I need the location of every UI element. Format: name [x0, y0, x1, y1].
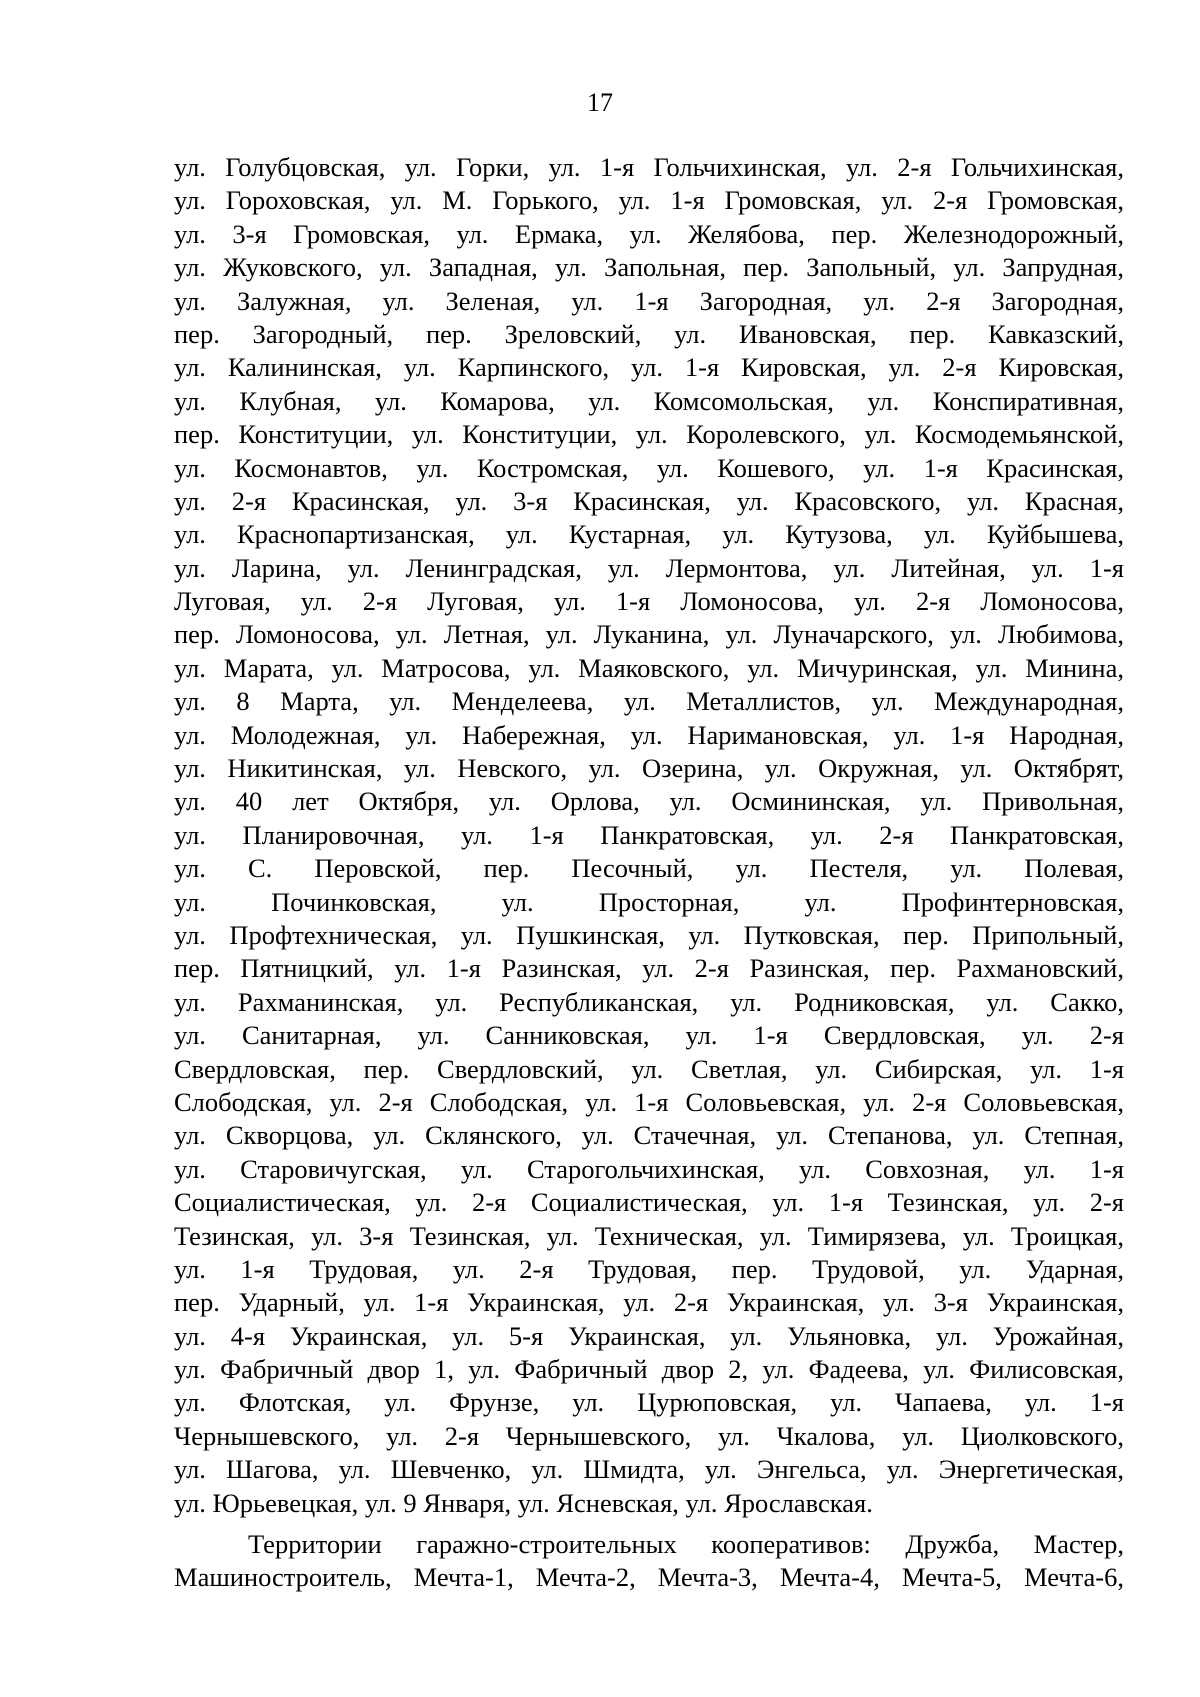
text-line: ул. Краснопартизанская, ул. Кустарная, ул. Кутузова, ул. Куйбышева, — [174, 519, 1124, 550]
text-line: ул. Жуковского, ул. Западная, ул. Запольная, пер. Запольный, ул. Запрудная, — [174, 252, 1124, 283]
text-line: пер. Пятницкий, ул. 1-я Разинская, ул. 2-я Разинская, пер. Рахмановский, — [174, 953, 1124, 984]
text-line: Луговая, ул. 2-я Луговая, ул. 1-я Ломоносова, ул. 2-я Ломоносова, — [174, 586, 1124, 617]
text-line: ул. 40 лет Октября, ул. Орлова, ул. Осмининская, ул. Привольная, — [174, 786, 1124, 817]
text-line: Слободская, ул. 2-я Слободская, ул. 1-я Соловьевская, ул. 2-я Соловьевская, — [174, 1086, 1124, 1117]
text-line: пер. Ударный, ул. 1-я Украинская, ул. 2-я Украинская, ул. 3-я Украинская, — [174, 1287, 1124, 1318]
text-line: ул. Починковская, ул. Просторная, ул. Профинтерновская, — [174, 886, 1124, 917]
text-line: ул. Ларина, ул. Ленинградская, ул. Лермонтова, ул. Литейная, ул. 1-я — [174, 552, 1124, 583]
text-line: Тезинская, ул. 3-я Тезинская, ул. Техническая, ул. Тимирязева, ул. Троицкая, — [174, 1220, 1124, 1251]
text-line: ул. Фабричный двор 1, ул. Фабричный двор 2, ул. Фадеева, ул. Филисовская, — [174, 1354, 1124, 1385]
document-body — [174, 151, 1124, 1595]
text-line: ул. Рахманинская, ул. Республиканская, ул. Родниковская, ул. Сакко, — [174, 986, 1124, 1017]
text-line: ул. Гороховская, ул. М. Горького, ул. 1-я Громовская, ул. 2-я Громовская, — [174, 185, 1124, 216]
text-line: ул. Молодежная, ул. Набережная, ул. Наримановская, ул. 1-я Народная, — [174, 719, 1124, 750]
text-line: пер. Конституции, ул. Конституции, ул. Королевского, ул. Космодемьянской, — [174, 419, 1124, 450]
text-line: Машиностроитель, Мечта-1, Мечта-2, Мечта-3, Мечта-4, Мечта-5, Мечта-6, — [174, 1562, 1124, 1593]
text-line: ул. 2-я Красинская, ул. 3-я Красинская, ул. Красовского, ул. Красная, — [174, 485, 1124, 516]
text-line: ул. Скворцова, ул. Склянского, ул. Стачечная, ул. Степанова, ул. Степная, — [174, 1120, 1124, 1151]
text-line: ул. Юрьевецкая, ул. 9 Января, ул. Ясневская, ул. Ярославская. — [174, 1487, 873, 1518]
text-line: ул. Калининская, ул. Карпинского, ул. 1-я Кировская, ул. 2-я Кировская, — [174, 352, 1124, 383]
paragraph-first-line: Территории гаражно-строительных кооперативов: Дружба, Мастер, — [248, 1529, 1124, 1560]
text-line: ул. 8 Марта, ул. Менделеева, ул. Металлистов, ул. Международная, — [174, 686, 1124, 717]
text-line: пер. Загородный, пер. Зреловский, ул. Ивановская, пер. Кавказский, — [174, 318, 1124, 349]
text-line: пер. Ломоносова, ул. Летная, ул. Луканина, ул. Луначарского, ул. Любимова, — [174, 619, 1124, 650]
text-line: ул. 4-я Украинская, ул. 5-я Украинская, ул. Ульяновка, ул. Урожайная, — [174, 1320, 1124, 1351]
text-line: ул. Марата, ул. Матросова, ул. Маяковского, ул. Мичуринская, ул. Минина, — [174, 652, 1124, 683]
text-line: ул. С. Перовской, пер. Песочный, ул. Пестеля, ул. Полевая, — [174, 853, 1124, 884]
text-line: ул. Санитарная, ул. Санниковская, ул. 1-я Свердловская, ул. 2-я — [174, 1020, 1124, 1051]
text-line: Свердловская, пер. Свердловский, ул. Светлая, ул. Сибирская, ул. 1-я — [174, 1053, 1124, 1084]
text-line: ул. 3-я Громовская, ул. Ермака, ул. Желябова, пер. Железнодорожный, — [174, 218, 1124, 249]
text-line: ул. Планировочная, ул. 1-я Панкратовская, ул. 2-я Панкратовская, — [174, 819, 1124, 850]
text-line: ул. Флотская, ул. Фрунзе, ул. Цурюповская, ул. Чапаева, ул. 1-я — [174, 1387, 1124, 1418]
text-line: Чернышевского, ул. 2-я Чернышевского, ул. Чкалова, ул. Циолковского, — [174, 1420, 1124, 1451]
text-line: Социалистическая, ул. 2-я Социалистическая, ул. 1-я Тезинская, ул. 2-я — [174, 1187, 1124, 1218]
text-line: ул. Космонавтов, ул. Костромская, ул. Кошевого, ул. 1-я Красинская, — [174, 452, 1124, 483]
text-line: ул. Залужная, ул. Зеленая, ул. 1-я Загородная, ул. 2-я Загородная, — [174, 285, 1124, 316]
text-line: ул. Старовичугская, ул. Старогольчихинская, ул. Совхозная, ул. 1-я — [174, 1153, 1124, 1184]
text-line: ул. Клубная, ул. Комарова, ул. Комсомольская, ул. Конспиративная, — [174, 385, 1124, 416]
text-line: ул. Шагова, ул. Шевченко, ул. Шмидта, ул. Энгельса, ул. Энергетическая, — [174, 1454, 1124, 1485]
text-line: ул. Голубцовская, ул. Горки, ул. 1-я Гольчихинская, ул. 2-я Гольчихинская, — [174, 152, 1124, 182]
paragraph-gap — [174, 1520, 1124, 1528]
page-number: 17 — [587, 88, 613, 117]
text-line: ул. Профтехническая, ул. Пушкинская, ул. Путковская, пер. Припольный, — [174, 919, 1124, 950]
text-line: ул. 1-я Трудовая, ул. 2-я Трудовая, пер. Трудовой, ул. Ударная, — [174, 1253, 1124, 1284]
text-line: ул. Никитинская, ул. Невского, ул. Озерина, ул. Окружная, ул. Октябрят, — [174, 753, 1124, 784]
